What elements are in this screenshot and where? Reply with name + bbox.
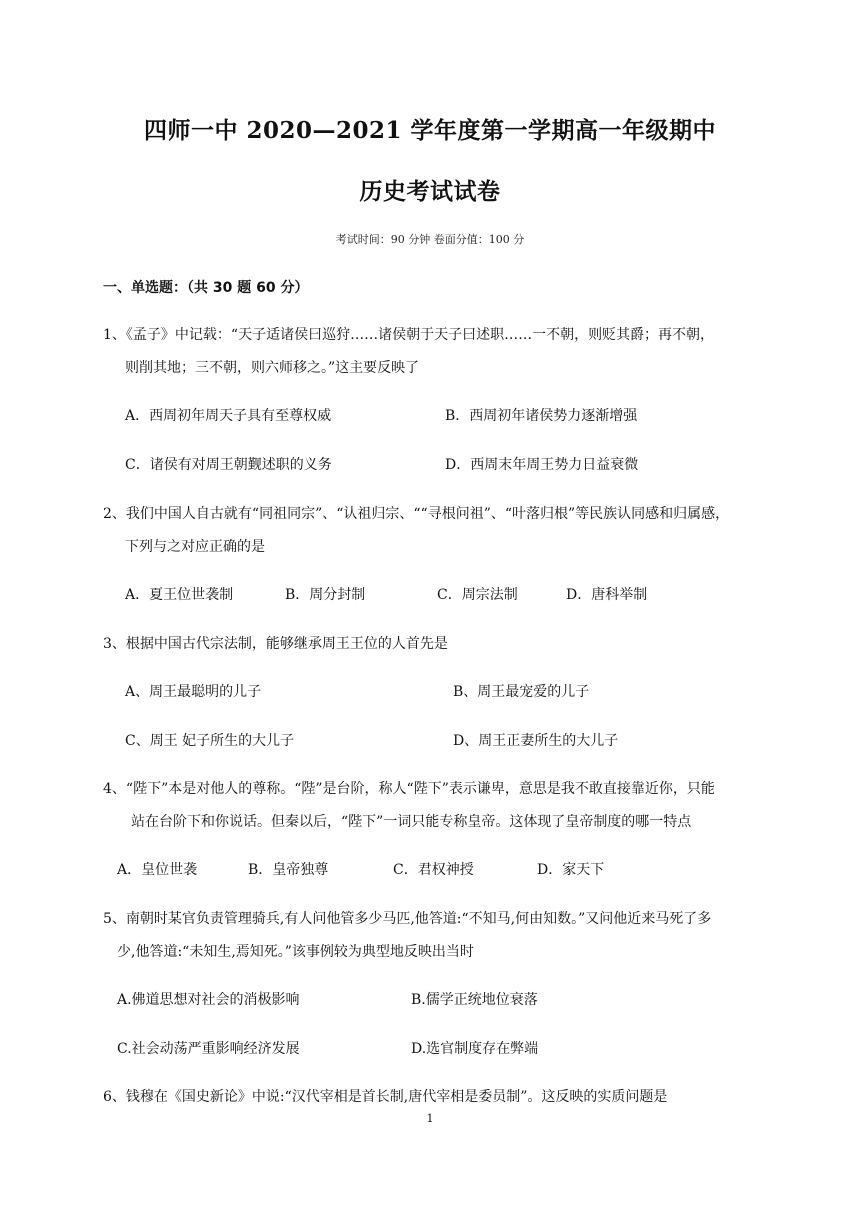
- exam-title-line2: 历史考试试卷: [359, 178, 501, 205]
- question-4-option-c: C．君权神授: [393, 862, 474, 878]
- question-3-line1: 3、根据中国古代宗法制，能够继承周王王位的人首先是: [103, 636, 448, 652]
- question-1-option-d: D．西周末年周王势力日益衰微: [445, 457, 639, 473]
- question-1-option-b: B．西周初年诸侯势力逐渐增强: [445, 408, 638, 424]
- question-2-option-d: D．唐科举制: [566, 587, 648, 603]
- question-5-line1: 5、南朝时某官负责管理骑兵,有人问他管多少马匹,他答道:“不知马,何由知数。”又问他近来马死了多: [103, 911, 712, 927]
- question-3-option-a: A、周王最聪明的儿子: [125, 684, 262, 700]
- section-heading: 一、单选题：（共 30 题 60 分）: [103, 280, 309, 296]
- question-2-option-c: C．周宗法制: [437, 587, 518, 603]
- exam-title-line1: 四师一中 2020—2021 学年度第一学期高一年级期中: [143, 117, 717, 144]
- question-4-option-d: D．家天下: [537, 862, 605, 878]
- question-1-line2: 则削其地；三不朝，则六师移之。”这主要反映了: [125, 360, 420, 376]
- question-3-option-d: D、周王正妻所生的大儿子: [453, 733, 619, 749]
- question-2-option-b: B．周分封制: [285, 587, 366, 603]
- exam-info: 考试时间：90 分钟 卷面分值：100 分: [335, 233, 525, 246]
- question-5-option-c: C.社会动荡严重影响经济发展: [117, 1041, 300, 1057]
- question-3-option-c: C、周王 妃子所生的大儿子: [125, 733, 295, 749]
- question-5-option-b: B.儒学正统地位衰落: [411, 992, 538, 1008]
- question-4-option-a: A．皇位世袭: [117, 862, 198, 878]
- question-4-line1: 4、“陛下”本是对他人的尊称。“陛”是台阶，称人“陛下”表示谦卑，意思是我不敢直接靠近你，只能: [103, 781, 715, 797]
- question-2-line2: 下列与之对应正确的是: [125, 539, 265, 555]
- question-1-option-a: A．西周初年周天子具有至尊权威: [125, 408, 332, 424]
- question-4-option-b: B．皇帝独尊: [248, 862, 329, 878]
- question-6-line1: 6、钱穆在《国史新论》中说:“汉代宰相是首长制,唐代宰相是委员制”。这反映的实质问题是: [103, 1089, 668, 1105]
- question-2-option-a: A．夏王位世袭制: [125, 587, 234, 603]
- question-2-line1: 2、我们中国人自古就有“同祖同宗”、“认祖归宗、““寻根问祖”、“叶落归根”等民族认同感和归属感，: [103, 506, 730, 522]
- question-1-option-c: C．诸侯有对周王朝觐述职的义务: [125, 457, 332, 473]
- question-5-line2: 少,他答道:“未知生,焉知死。”该事例较为典型地反映出当时: [117, 944, 474, 960]
- question-5-option-d: D.选官制度存在弊端: [411, 1041, 539, 1057]
- question-3-option-b: B、周王最宠爱的儿子: [453, 684, 590, 700]
- question-4-line2: 站在台阶下和你说话。但秦以后，“陛下”一词只能专称皇帝。这体现了皇帝制度的哪一特点: [131, 814, 692, 830]
- question-1-line1: 1、《孟子》中记载：“天子适诸侯曰巡狩……诸侯朝于天子曰述职……一不朝，则贬其爵；再不朝，: [103, 327, 715, 343]
- page-number: 1: [426, 1112, 434, 1125]
- question-5-option-a: A.佛道思想对社会的消极影响: [117, 992, 300, 1008]
